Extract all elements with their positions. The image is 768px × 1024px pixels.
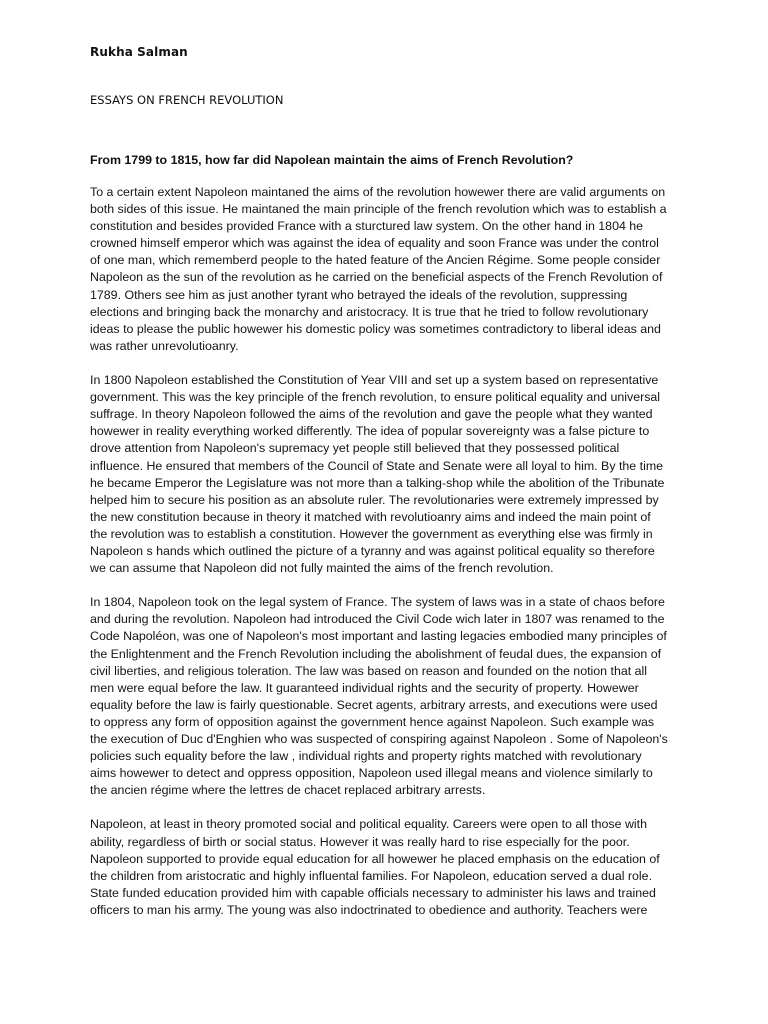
text-line: In 1800 Napoleon established the Constitution of Year VIII and set up a system based on representative	[90, 373, 659, 388]
text-line: the ancien régime where the lettres de chacet replaced arbitrary arrests.	[90, 783, 486, 798]
text-line: men were equal before the law. It guaranteed individual rights and the security of property. Howewer	[90, 680, 639, 695]
text-line: 1789. Others see him as just another tyrant who betrayed the ideals of the revolution, suppressing	[90, 287, 628, 302]
author-name: Rukha Salman	[90, 45, 188, 59]
text-line: suffrage. In theory Napoleon followed the aims of the revolution and gave the people what they wanted	[90, 407, 653, 422]
text-line: ability, regardless of birth or social status. However it was really hard to rise especially for the poor.	[90, 834, 630, 849]
text-line: the children from aristocratic and highly influental families. For Napoleon, education served a dual role.	[90, 868, 653, 883]
text-line: Napoleon s hands which outlined the picture of a tyranny and was against political equality so therefore	[90, 543, 655, 558]
text-line: ideas to please the public howewer his domestic policy was sometimes contradictory to liberal ideas and	[90, 321, 661, 336]
text-line: Napoleon supported to provide equal education for all howewer he placed emphasis on the education of	[90, 851, 660, 866]
text-line: of one man, which rememberd people to the hated feature of the Ancien Régime. Some people consider	[90, 253, 661, 268]
text-line: he became Emperor the Legislature was not more than a talking-shop while the abolition of the Tribunate	[90, 475, 665, 490]
text-line: was rather unrevolutioanry.	[90, 338, 239, 353]
essay-body	[90, 184, 690, 936]
text-line: Napoleon as the sun of the revolution as he carried on the beneficial aspects of the French Revolution of	[90, 270, 663, 285]
essay-paragraph	[90, 372, 690, 577]
essay-paragraph	[90, 594, 690, 799]
text-line: the revolution was to establish a constitution. However the government as everything else was firmly in	[90, 526, 653, 541]
text-line: influence. He ensured that members of the Council of State and Senate were all loyal to him. By the time	[90, 458, 664, 473]
text-line: aims howewer to detect and oppress opposition, Napoleon used illegal means and violence similarly to	[90, 766, 653, 781]
text-line: crowned himself emperor which was against the idea of equality and soon France was under the control	[90, 236, 659, 251]
text-line: officers to man his army. The young was also indoctrinated to obedience and authority. Teachers were	[90, 902, 648, 917]
text-line: To a certain extent Napoleon maintaned the aims of the revolution howewer there are valid arguments on	[90, 185, 666, 199]
text-line: howewer in reality everything worked differently. The idea of popular sovereignty was a false picture to	[90, 424, 650, 439]
text-line: both sides of this issue. He maintaned the main principle of the french revolution which was to establish a	[90, 202, 667, 217]
text-line: government. This was the key principle of the french revolution, to ensure political equality and universal	[90, 390, 661, 405]
text-line: drove attention from Napoleon's supremacy yet people still believed that they possessed political	[90, 441, 620, 456]
essay-question: From 1799 to 1815, how far did Napolean maintain the aims of French Revolution?	[90, 153, 574, 167]
text-line: the Enlightenment and the French Revolution including the abolishment of feudal dues, the expansion of	[90, 646, 662, 661]
text-line: Code Napoléon, was one of Napoleon's most important and lasting legacies embodied many principles of	[90, 629, 667, 644]
essay-paragraph	[90, 816, 690, 919]
text-line: helped him to secure his position as an absolute ruler. The revolutionaries were extremely impressed by	[90, 492, 659, 507]
text-line: In 1804, Napoleon took on the legal system of France. The system of laws was in a state of chaos before	[90, 595, 665, 610]
document-title: ESSAYS ON FRENCH REVOLUTION	[90, 93, 284, 107]
text-line: policies such equality before the law , individual rights and property rights matched with revolutionary	[90, 749, 642, 764]
text-line: we can assume that Napoleon did not fully mainted the aims of the french revolution.	[90, 561, 554, 576]
text-line: and during the revolution. Napoleon had introduced the Civil Code wich later in 1807 was renamed to the	[90, 612, 665, 627]
text-line: Napoleon, at least in theory promoted social and political equality. Careers were open to all those with	[90, 817, 647, 832]
text-line: to oppress any form of opposition against the government hence against Napoleon. Such example was	[90, 714, 655, 729]
text-line: the execution of Duc d'Enghien who was suspected of conspiring against Napoleon . Some of Napoleon's	[90, 732, 668, 746]
essay-paragraph	[90, 184, 690, 355]
text-line: civil liberties, and religious toleration. The law was based on reason and founded on the notion that all	[90, 663, 648, 678]
text-line: equality before the law is fairly questionable. Secret agents, arbitrary arrests, and executions were used	[90, 697, 658, 712]
text-line: elections and bringing back the monarchy and aristocracy. It is true that he tried to follow revolutionary	[90, 304, 649, 319]
text-line: constitution and besides provided France with a sturctured law system. On the other hand in 1804 he	[90, 219, 644, 234]
text-line: State funded education provided him with capable officials necessary to administer his laws and trained	[90, 885, 656, 900]
text-line: the new constitution because in theory it matched with revolutioanry aims and indeed the main point of	[90, 509, 651, 524]
